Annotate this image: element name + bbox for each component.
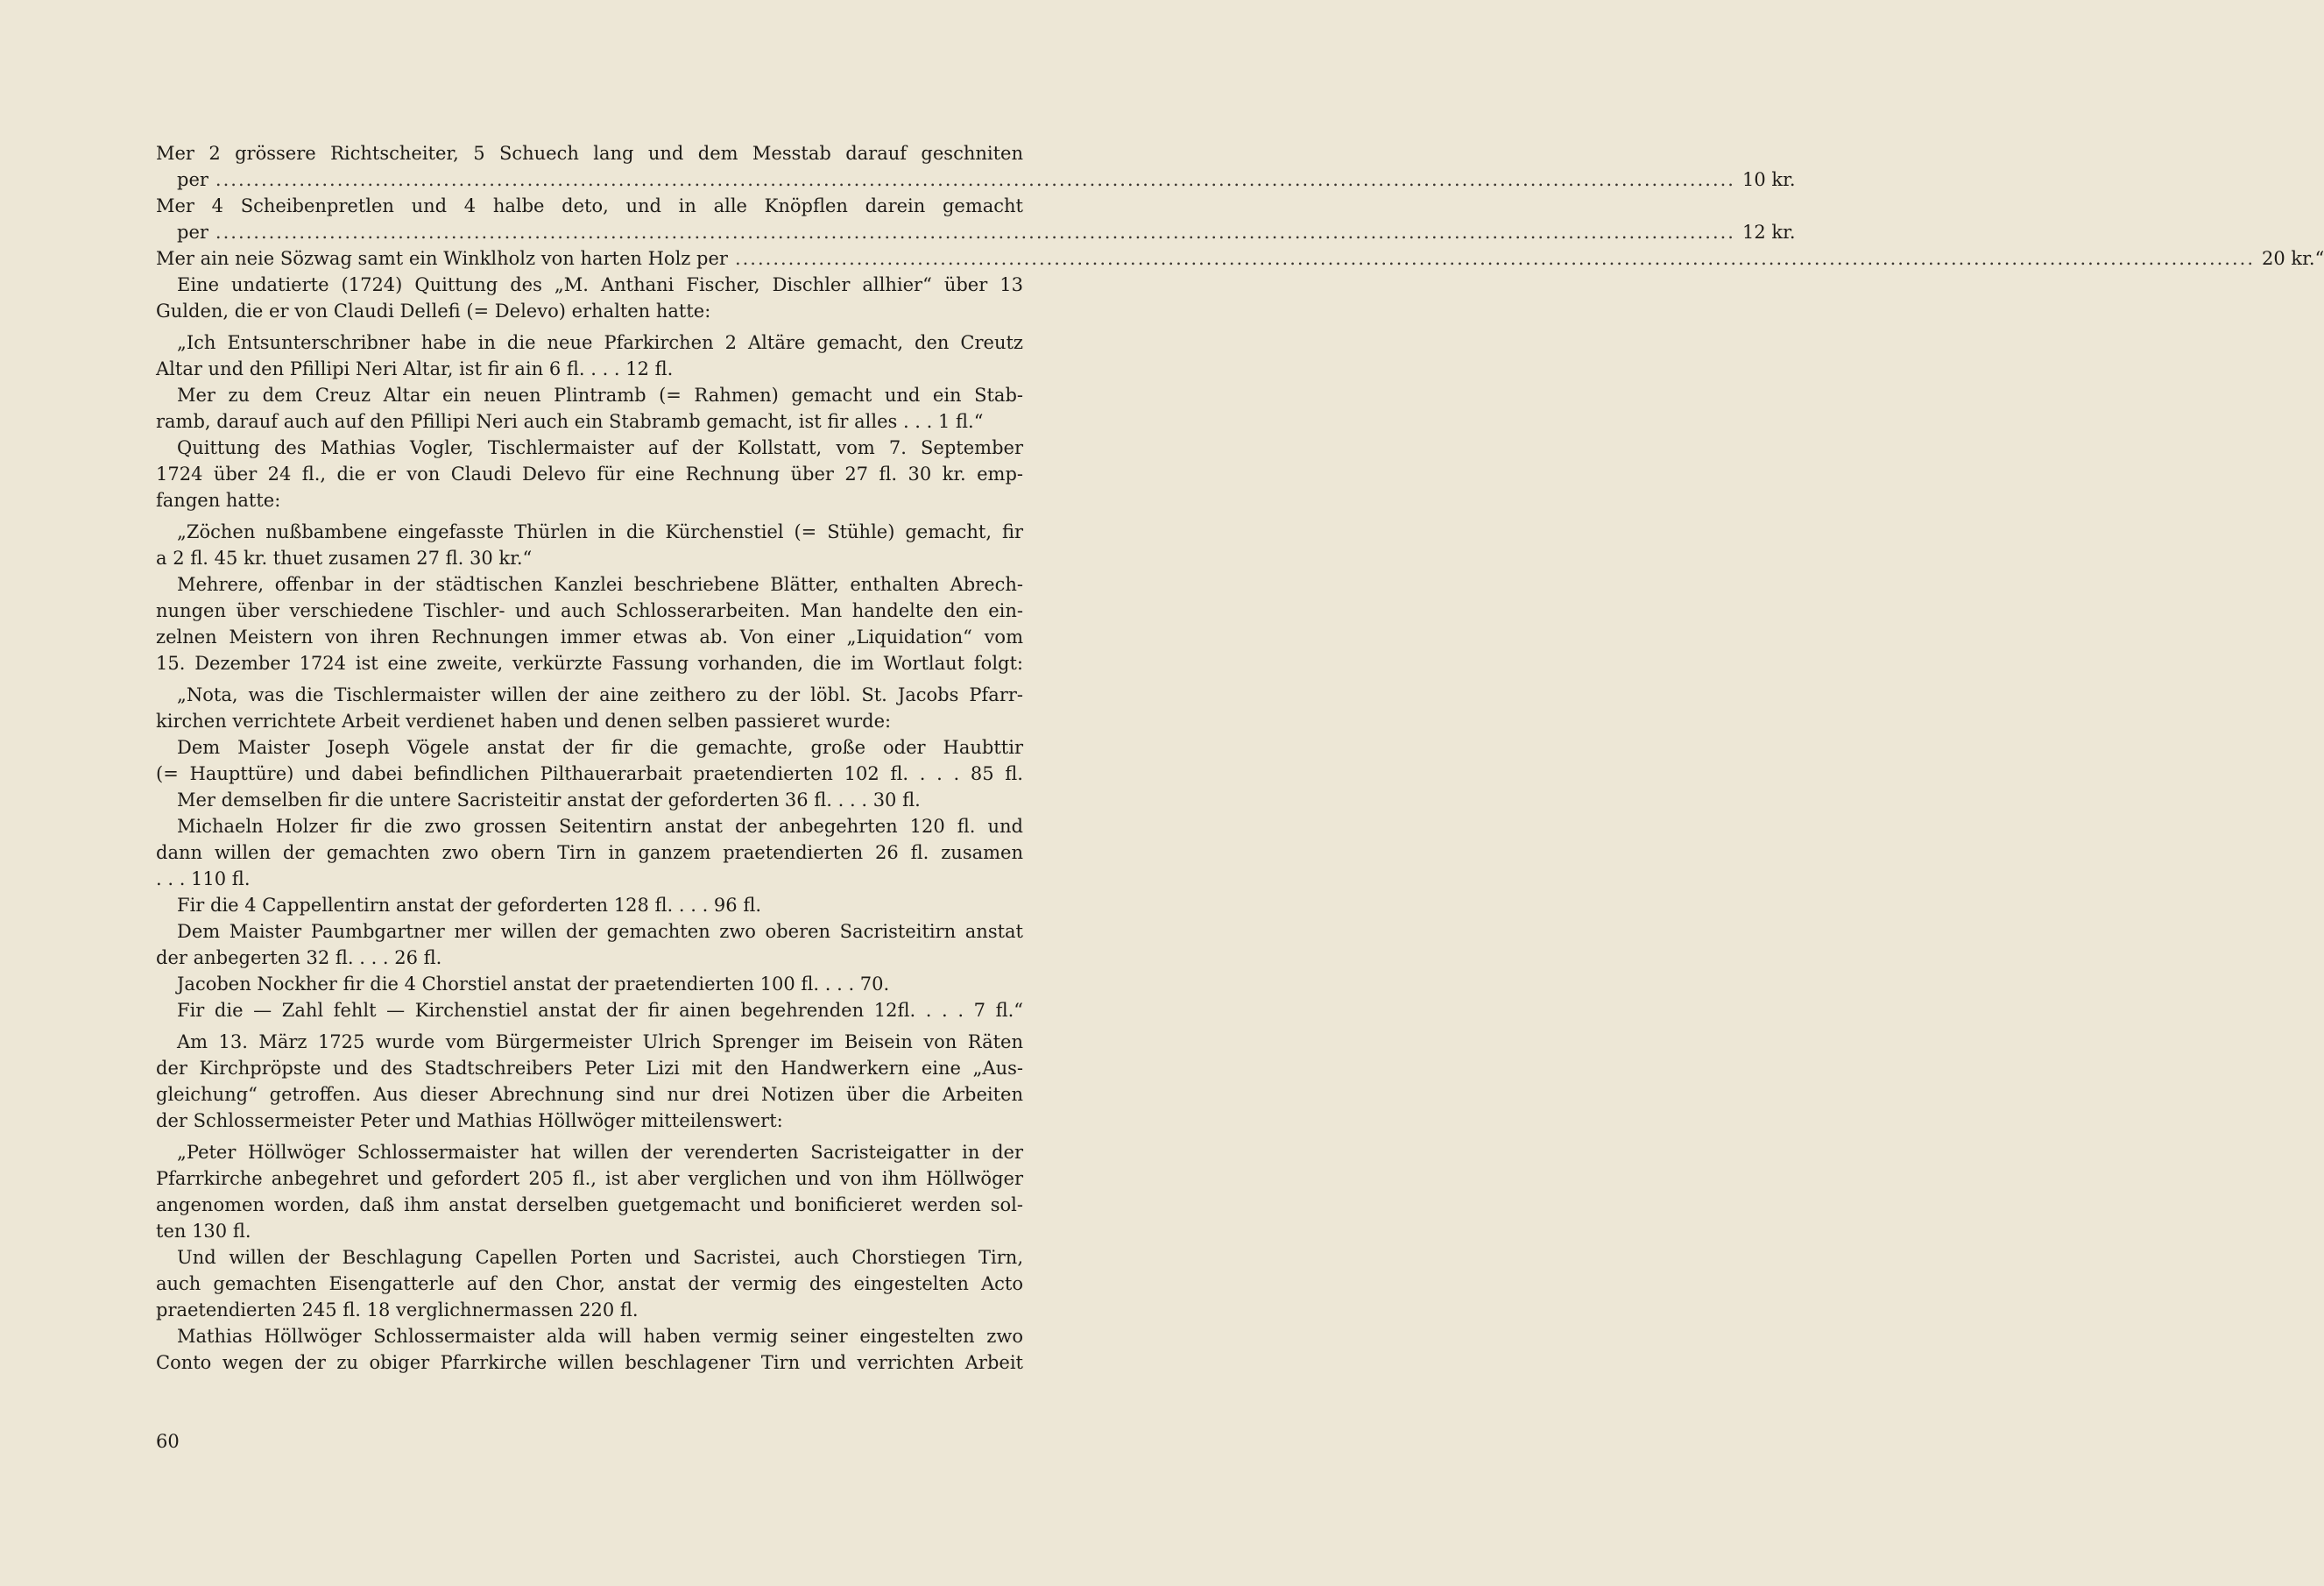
text-line: Mer zu dem Creuz Altar ein neuen Plintramb (= Rahmen) gemacht und ein Stab- [177,385,1023,406]
price-line [156,166,1796,193]
text-line: der Schlossermeister Peter und Mathias Höllwöger mitteilenswert: [156,1110,783,1131]
text-line: Jacoben Nockher fir die 4 Chorstiel anstat der praetendierten 100 fl. . . . 70. [177,974,890,995]
text-line: Und willen der Beschlagung Capellen Porten und Sacristei, auch Chorstiegen Tirn, [177,1247,1023,1268]
text-line: Mer 4 Scheibenpretlen und 4 halbe deto, und in alle Knöpflen darein gemacht [156,195,1023,216]
price-line-amount: 10 kr. [1741,169,1796,190]
text-line: Mer demselben fir die untere Sacristeitir anstat der geforderten 36 fl. . . . 30 fl. [177,789,921,811]
text-line: kirchen verrichtete Arbeit verdienet haben und denen selben passieret wurde: [156,711,892,732]
text-line: fangen hatte: [156,490,281,511]
text-line: Conto wegen der zu obiger Pfarrkirche willen beschlagener Tirn und verrichten Arbeit [156,1352,1023,1373]
text-line: ten 130 fl. [156,1221,251,1242]
text-line: praetendierten 245 fl. 18 verglichnermassen 220 fl. [156,1299,639,1320]
price-line-label: per [177,169,208,190]
text-line: gleichung“ getroffen. Aus dieser Abrechnung sind nur drei Notizen über die Arbeiten [156,1084,1023,1105]
text-line: Dem Maister Joseph Vögele anstat der fir die gemachte, große oder Haubttir [177,737,1023,758]
price-line-label: Mer ain neie Sözwag samt ein Winklholz von harten Holz per [156,248,728,269]
text-line: ramb, darauf auch auf den Pfillipi Neri auch ein Stabramb gemacht, ist fir alles . . . 1 fl.“ [156,411,984,432]
text-line: Mehrere, offenbar in der städtischen Kanzlei beschriebene Blätter, enthalten Abrech- [177,574,1023,595]
body-text [156,140,2324,1376]
page-number: 60 [156,1431,180,1452]
text-line: Fir die 4 Cappellentirn anstat der geforderten 128 fl. . . . 96 fl. [177,895,762,916]
price-line [156,219,1796,245]
price-line [156,245,2324,272]
text-line: Dem Maister Paumbgartner mer willen der gemachten zwo oberen Sacristeitirn anstat [177,921,1023,942]
text-line: Altar und den Pfillipi Neri Altar, ist fir ain 6 fl. . . . 12 fl. [156,358,674,379]
text-line: 1724 über 24 fl., die er von Claudi Delevo für eine Rechnung über 27 fl. 30 kr. emp- [156,464,1023,485]
text-line: 15. Dezember 1724 ist eine zweite, verkürzte Fassung vorhanden, die im Wortlaut folgt: [156,653,1023,674]
text-line: „Ich Entsunterschribner habe in die neue Pfarkirchen 2 Altäre gemacht, den Creutz [177,332,1023,353]
price-line-label: per [177,222,208,243]
text-line: Eine undatierte (1724) Quittung des „M. Anthani Fischer, Dischler allhier“ über 13 [177,274,1023,295]
text-line: Mer 2 grössere Richtscheiter, 5 Schuech lang und dem Messtab darauf geschniten [156,143,1023,164]
text-line: (= Haupttüre) und dabei befindlichen Pilthauerarbait praetendierten 102 fl. . . . 85 fl. [156,763,1023,784]
price-line-amount: 12 kr. [1741,222,1796,243]
text-line: angenomen worden, daß ihm anstat derselben guetgemacht und bonificieret werden sol- [156,1194,1023,1215]
text-line: der Kirchpröpste und des Stadtschreibers Peter Lizi mit den Handwerkern eine „Aus- [156,1058,1023,1079]
text-line: Mathias Höllwöger Schlossermaister alda will haben vermig seiner eingestelten zwo [177,1326,1023,1347]
dot-leader: ........................................................................................................................................................................................................ [734,248,2255,269]
text-line: a 2 fl. 45 kr. thuet zusamen 27 fl. 30 kr.“ [156,548,533,569]
text-line: Michaeln Holzer fir die zwo grossen Seitentirn anstat der anbegehrten 120 fl. und [177,816,1023,837]
text-line: der anbegerten 32 fl. . . . 26 fl. [156,947,442,968]
text-line: Quittung des Mathias Vogler, Tischlermaister auf der Kollstatt, vom 7. September [177,437,1023,458]
text-line: dann willen der gemachten zwo obern Tirn in ganzem praetendierten 26 fl. zusamen [156,842,1023,863]
price-line-amount: 20 kr.“ [2262,248,2324,269]
text-line: „Peter Höllwöger Schlossermaister hat willen der verenderten Sacristeigatter in der [177,1142,1023,1163]
text-line: Gulden, die er von Claudi Dellefi (= Delevo) erhalten hatte: [156,301,711,322]
text-line: „Nota, was die Tischlermaister willen der aine zeithero zu der löbl. St. Jacobs Pfarr- [177,684,1023,705]
text-line: auch gemachten Eisengatterle auf den Chor, anstat der vermig des eingestelten Acto [156,1273,1023,1294]
dot-leader: ........................................................................................................................................................................................................ [215,169,1735,190]
text-line: Fir die — Zahl fehlt — Kirchenstiel anstat der fir ainen begehrenden 12fl. . . . 7 fl.“ [177,1000,1023,1021]
text-line: „Zöchen nußbambene eingefasste Thürlen in die Kürchenstiel (= Stühle) gemacht, fir [177,521,1023,542]
text-line: . . . 110 fl. [156,868,251,889]
text-line: zelnen Meistern von ihren Rechnungen immer etwas ab. Von einer „Liquidation“ vom [156,627,1023,648]
text-line: Pfarrkirche anbegehret und gefordert 205 fl., ist aber verglichen und von ihm Höllwöger [156,1168,1023,1189]
text-line: nungen über verschiedene Tischler- und auch Schlosserarbeiten. Man handelte den ein- [156,600,1023,621]
dot-leader: ........................................................................................................................................................................................................ [215,222,1735,243]
text-line: Am 13. März 1725 wurde vom Bürgermeister Ulrich Sprenger im Beisein von Räten [177,1031,1023,1052]
